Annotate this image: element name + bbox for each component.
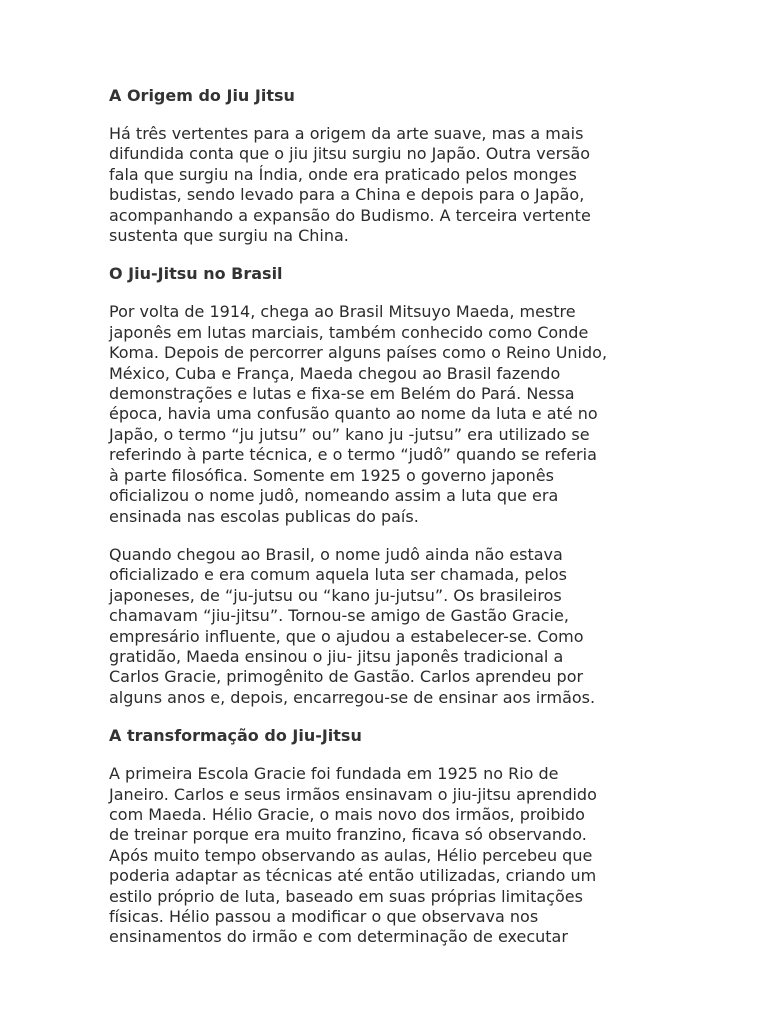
paragraph: [109, 124, 679, 246]
text-line: fala que surgiu na Índia, onde era praticado pelos monges: [109, 164, 577, 184]
text-line: Koma. Depois de percorrer alguns países como o Reino Unido,: [109, 343, 608, 363]
text-line: japonês em lutas marciais, também conhecido como Conde: [109, 322, 589, 342]
text-line: México, Cuba e França, Maeda chegou ao Brasil fazendo: [109, 363, 561, 383]
section-heading: A Origem do Jiu Jitsu: [109, 86, 295, 105]
text-line: Há três vertentes para a origem da arte suave, mas a mais: [109, 124, 584, 143]
text-line: sustenta que surgiu na China.: [109, 226, 349, 246]
section-origem: [109, 86, 679, 246]
text-line: físicas. Hélio passou a modificar o que observava nos: [109, 907, 539, 926]
section-heading: A transformação do Jiu-Jitsu: [109, 726, 362, 746]
text-line: oficializou o nome judô, nomeando assim a luta que era: [109, 486, 559, 506]
text-line: gratidão, Maeda ensinou o jiu- jitsu japonês tradicional a: [109, 646, 564, 666]
text-line: oficializado e era comum aquela luta ser chamada, pelos: [109, 565, 567, 585]
text-line: budistas, sendo levado para a China e depois para o Japão,: [109, 185, 585, 205]
text-line: acompanhando a expansão do Budismo. A terceira vertente: [109, 205, 591, 225]
text-line: com Maeda. Hélio Gracie, o mais novo dos irmãos, proibido: [109, 804, 585, 824]
text-line: referindo à parte técnica, e o termo “judô” quando se referia: [109, 445, 597, 465]
text-line: à parte filosófica. Somente em 1925 o governo japonês: [109, 465, 554, 485]
section-transformacao: [109, 726, 679, 948]
text-line: difundida conta que o jiu jitsu surgiu no Japão. Outra versão: [109, 144, 591, 164]
text-line: Após muito tempo observando as aulas, Hélio percebeu que: [109, 845, 593, 865]
paragraph: [109, 764, 679, 948]
text-line: demonstrações e lutas e fixa-se em Belém do Pará. Nessa: [109, 384, 575, 404]
document-page: [109, 82, 679, 966]
paragraph: [109, 545, 679, 708]
text-line: Janeiro. Carlos e seus irmãos ensinavam o jiu-jitsu aprendido: [109, 784, 597, 804]
section-brasil: [109, 264, 679, 708]
text-line: alguns anos e, depois, encarregou-se de ensinar aos irmãos.: [109, 687, 596, 707]
text-line: de treinar porque era muito franzino, ficava só observando.: [109, 825, 587, 845]
text-line: época, havia uma confusão quanto ao nome da luta e até no: [109, 404, 598, 424]
text-line: ensinamentos do irmão e com determinação de executar: [109, 927, 568, 947]
text-line: empresário influente, que o ajudou a estabelecer-se. Como: [109, 626, 584, 646]
text-line: Carlos Gracie, primogênito de Gastão. Carlos aprendeu por: [109, 667, 584, 687]
text-line: Japão, o termo “ju jutsu” ou” kano ju -jutsu” era utilizado se: [109, 424, 590, 444]
text-line: Por volta de 1914, chega ao Brasil Mitsuyo Maeda, mestre: [109, 302, 576, 322]
text-line: Quando chegou ao Brasil, o nome judô ainda não estava: [109, 544, 563, 564]
text-line: chamavam “jiu-jitsu”. Tornou-se amigo de Gastão Gracie,: [109, 606, 569, 626]
paragraph: [109, 302, 679, 526]
text-line: ensinada nas escolas publicas do país.: [109, 506, 419, 526]
text-line: poderia adaptar as técnicas até então utilizadas, criando um: [109, 866, 597, 886]
section-heading: O Jiu-Jitsu no Brasil: [109, 264, 283, 284]
text-line: estilo próprio de luta, baseado em suas próprias limitações: [109, 886, 583, 906]
text-line: A primeira Escola Gracie foi fundada em 1925 no Rio de: [109, 764, 559, 784]
text-line: japoneses, de “ju-jutsu ou “kano ju-jutsu”. Os brasileiros: [109, 585, 562, 605]
